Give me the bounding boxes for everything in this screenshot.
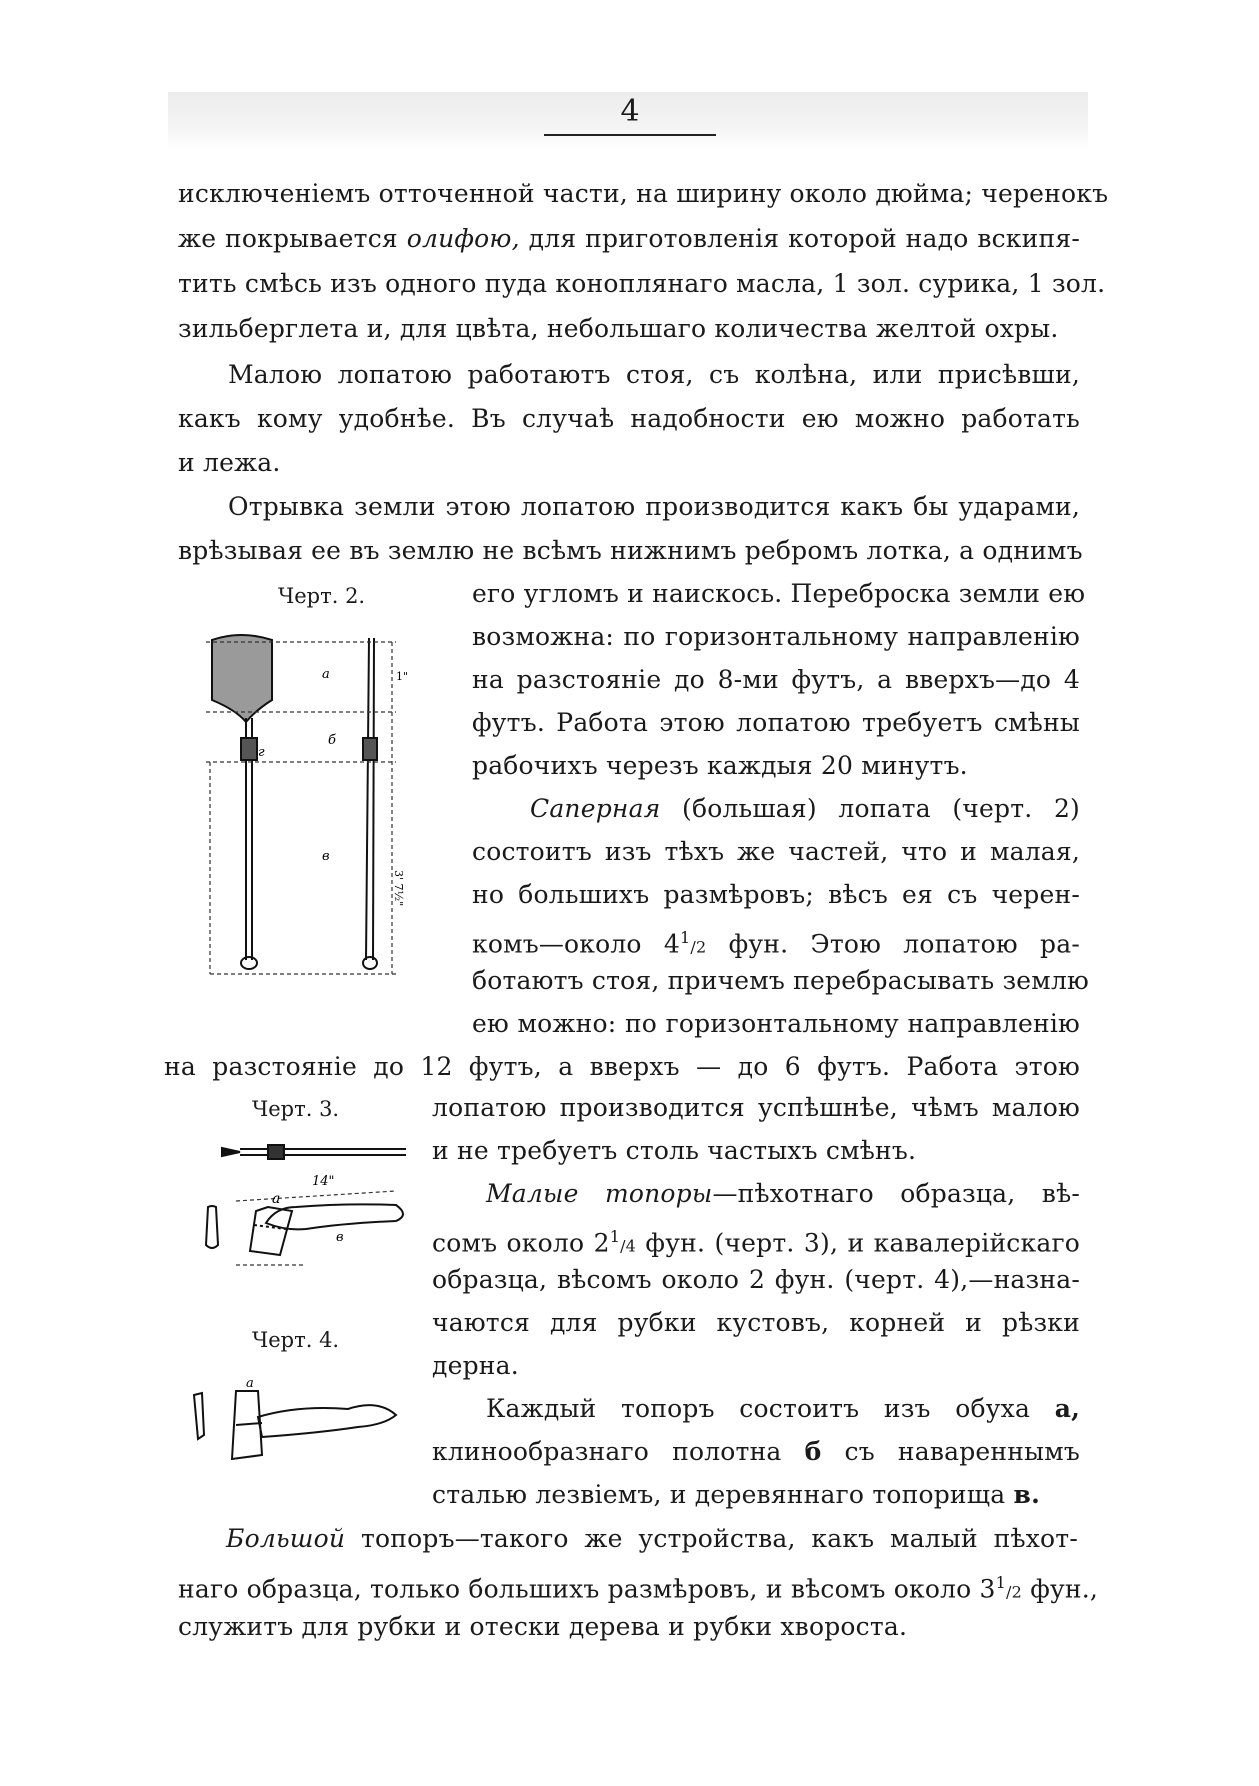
text-line: зильберглета и, для цвѣта, небольшаго количества желтой охры. — [178, 314, 1059, 343]
text-line: чаются для рубки кустовъ, корней и рѣзки — [432, 1308, 1080, 1337]
text-line: на разстояніе до 12 футъ, а вверхъ — до 6 футъ. Работа этою — [164, 1052, 1080, 1081]
figure-2-label: б — [328, 733, 336, 748]
text-line: комъ—около $4^1/2$ фун. Этою лопатою ра- — [472, 928, 1080, 959]
figure-2-caption: Черт. 2. — [278, 584, 366, 608]
text-line: врѣзывая ее въ землю не всѣмъ нижнимъ ребромъ лотка, а однимъ — [178, 536, 1083, 565]
text-line: тить смѣсь изъ одного пуда коноплянаго масла, 1 зол. сурика, 1 зол. — [178, 269, 1106, 298]
text-line: лопатою производится успѣшнѣе, чѣмъ малою — [432, 1093, 1080, 1122]
text-line: Саперная (большая) лопата (черт. 2) — [530, 794, 1080, 823]
text-line: но большихъ размѣровъ; вѣсъ ея съ черен- — [472, 880, 1080, 909]
text-line: Большой топоръ—такого же устройства, какъ малый пѣхот- — [226, 1524, 1078, 1553]
figure-2-shovel-drawing — [196, 630, 409, 990]
figure-2-label: г — [258, 745, 265, 760]
text-line: на разстояніе до 8-ми футъ, а вверхъ—до 4 — [472, 665, 1080, 694]
text-line: образца, вѣсомъ около 2 фун. (черт. 4),—назна- — [432, 1265, 1080, 1294]
figure-4-caption: Черт. 4. — [252, 1328, 340, 1352]
text-line: наго образца, только большихъ размѣровъ, и вѣсомъ около $3^1/2$ фун., — [178, 1573, 1099, 1604]
figure-2-dimension: 3' 7½" — [392, 870, 405, 907]
text-line: Отрывка земли этою лопатою производится какъ бы ударами, — [228, 492, 1080, 521]
figure-4-label: а — [246, 1376, 254, 1391]
text-line: возможна: по горизонтальному направленію — [472, 622, 1080, 651]
figure-3-axe-drawing — [196, 1125, 416, 1285]
text-line: сталью лезвіемъ, и деревяннаго топорища в. — [432, 1480, 1040, 1509]
text-line: же покрывается олифою, для приготовленія которой надо вскипя- — [178, 224, 1080, 253]
header-rule — [544, 134, 716, 136]
figure-3-label: 14" — [312, 1174, 335, 1189]
figure-3-label: а — [272, 1191, 281, 1207]
text-line: Малою лопатою работаютъ стоя, съ колѣна, или присѣвши, — [228, 360, 1080, 389]
text-line: рабочихъ черезъ каждыя 20 минутъ. — [472, 751, 968, 780]
text-line: и не требуетъ столь частыхъ смѣнъ. — [432, 1136, 917, 1165]
figure-4-axe-drawing — [188, 1375, 408, 1480]
text-line: клинообразнаго полотна б съ навареннымъ — [432, 1437, 1080, 1466]
text-line: исключеніемъ отточенной части, на ширину около дюйма; черенокъ — [178, 179, 1109, 208]
text-line: ботаютъ стоя, причемъ перебрасывать землю — [472, 966, 1089, 995]
text-line: футъ. Работа этою лопатою требуетъ смѣны — [472, 708, 1080, 737]
text-line: Малые топоры—пѣхотнаго образца, вѣ- — [486, 1179, 1080, 1208]
text-line: дерна. — [432, 1351, 519, 1380]
figure-3-caption: Черт. 3. — [252, 1097, 340, 1121]
figure-2-label: а — [322, 667, 330, 682]
figure-2-label: в — [322, 849, 330, 864]
figure-2-dimension: 1" — [396, 670, 409, 683]
text-line: состоитъ изъ тѣхъ же частей, что и малая, — [472, 837, 1080, 866]
text-line: Каждый топоръ состоитъ изъ обуха а, — [486, 1394, 1080, 1423]
page-number: 4 — [620, 94, 640, 129]
text-line: сомъ около $2^1/4$ фун. (черт. 3), и кавалерійскаго — [432, 1227, 1080, 1258]
figure-3-label: в — [336, 1230, 344, 1245]
text-line: его угломъ и наискось. Переброска земли ею — [472, 579, 1086, 608]
text-line: и лежа. — [178, 448, 281, 477]
text-line: ею можно: по горизонтальному направленію — [472, 1009, 1080, 1038]
text-line: какъ кому удобнѣе. Въ случаѣ надобности ею можно работать — [178, 404, 1080, 433]
text-line: служитъ для рубки и отески дерева и рубки хвороста. — [178, 1612, 908, 1641]
